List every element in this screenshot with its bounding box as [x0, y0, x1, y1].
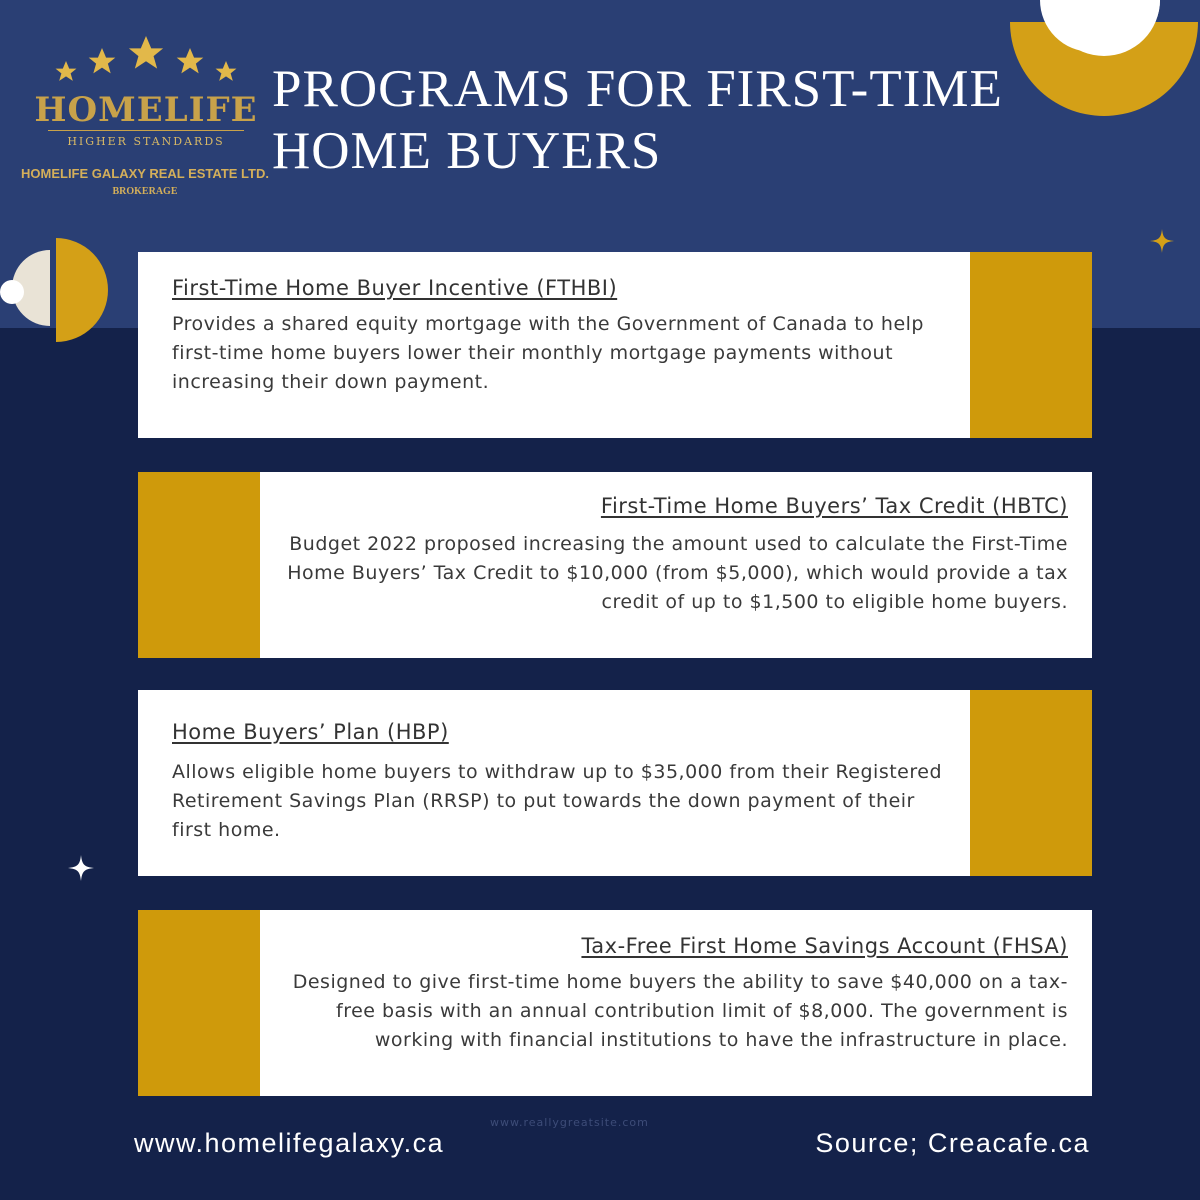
sparkle-icon [68, 855, 94, 881]
card-content [278, 910, 1068, 1055]
footer-source: Source; Creacafe.ca [815, 1128, 1090, 1158]
program-card-hbp [138, 690, 1092, 876]
brand-logo [20, 36, 269, 206]
program-description: Allows eligible home buyers to withdraw up to $35,000 from their Registered Retirement Savings Plan (RRSP) to put towards the down payment of their first home. [172, 761, 943, 841]
card-content [172, 690, 972, 845]
card-content [172, 252, 972, 397]
accent-bar [138, 910, 260, 1096]
logo-company: HOMELIFE GALAXY REAL ESTATE LTD. [21, 166, 269, 181]
accent-bar [138, 472, 260, 658]
program-card-fhsa [138, 910, 1092, 1096]
program-heading: First-Time Home Buyers’ Tax Credit (HBTC) [600, 494, 1068, 518]
logo-tagline: HIGHER STANDARDS [67, 135, 225, 148]
program-card-hbtc [138, 472, 1092, 658]
stars-icon [20, 36, 260, 96]
footer-website-link[interactable]: www.homelifegalaxy.ca [134, 1128, 445, 1158]
logo-brand: HOMELIFE [34, 90, 258, 130]
program-heading: Home Buyers’ Plan (HBP) [172, 720, 449, 744]
accent-bar [970, 690, 1092, 876]
program-heading: First-Time Home Buyer Incentive (FTHBI) [172, 276, 618, 300]
accent-bar [970, 252, 1092, 438]
program-description: Provides a shared equity mortgage with the Government of Canada to help first-time home buyers lower their monthly mortgage payments without increasing their down payment. [172, 313, 924, 393]
half-circle-left-decoration [0, 236, 110, 348]
page-title: PROGRAMS FOR FIRST-TIME HOME BUYERS [272, 60, 1003, 180]
program-card-fthbi [138, 252, 1092, 438]
logo-divider [48, 130, 244, 131]
card-content [278, 472, 1068, 617]
logo-brokerage: BROKERAGE [112, 186, 178, 197]
watermark-url: www.reallygreatsite.com [490, 1116, 649, 1129]
program-heading: Tax-Free First Home Savings Account (FHSA) [581, 934, 1068, 958]
sparkle-icon [1150, 229, 1174, 253]
program-description: Designed to give first-time home buyers the ability to save $40,000 on a tax-free basis with an annual contribution limit of $8,000. The government is working with financial institutions to have the infrastructure in place. [292, 971, 1068, 1051]
program-description: Budget 2022 proposed increasing the amount used to calculate the First-Time Home Buyers’ Tax Credit to $10,000 (from $5,000), which would provide a tax credit of up to $1,500 to eligible home buyers. [287, 533, 1068, 613]
